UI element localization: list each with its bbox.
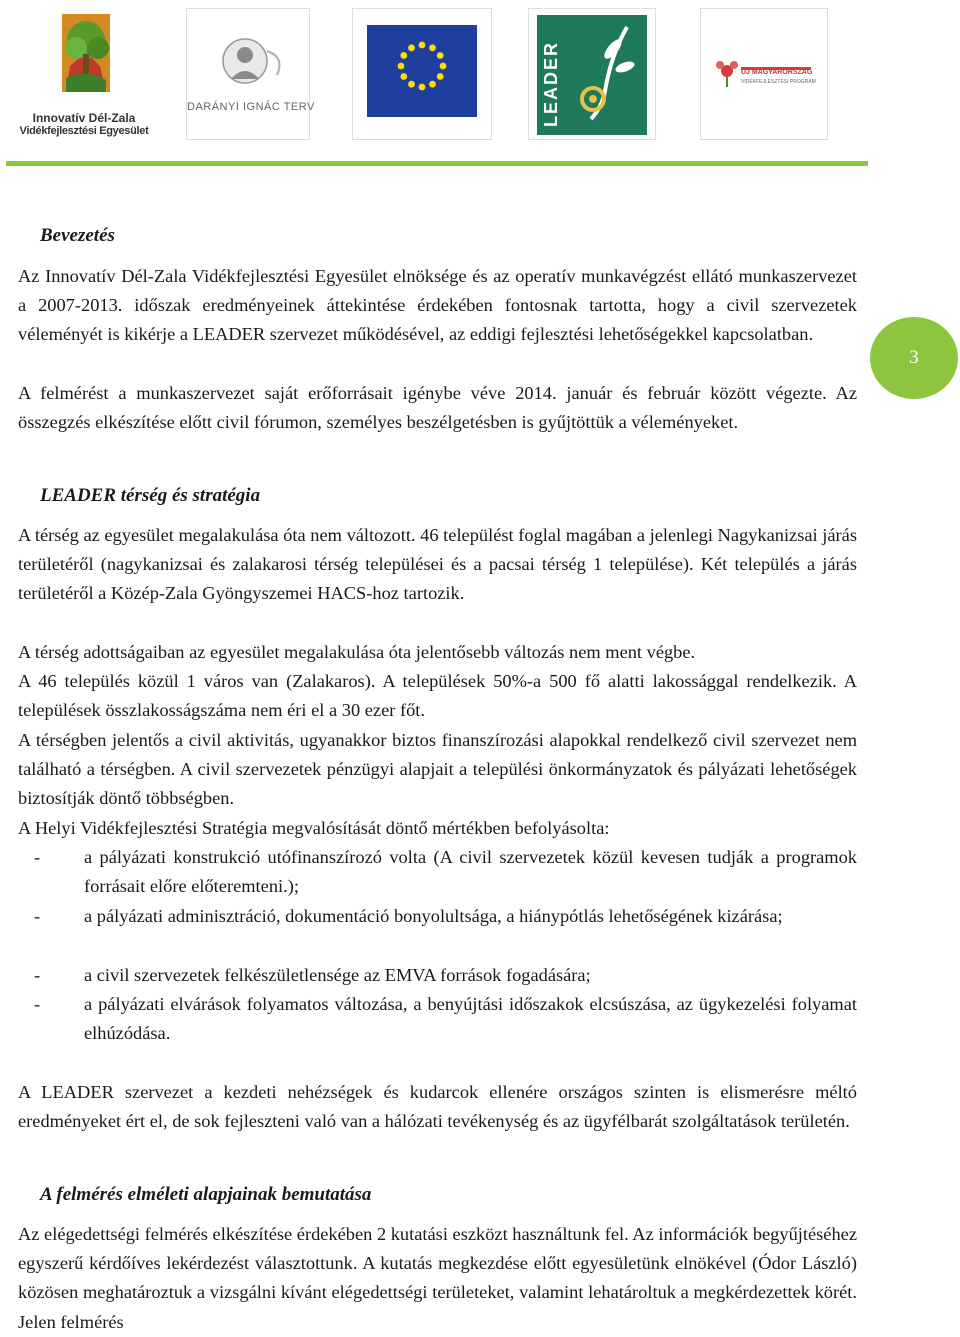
- list-dash: -: [34, 965, 41, 985]
- list-dash: -: [34, 994, 41, 1014]
- list-item-text: a pályázati adminisztráció, dokumentáció bonyolultsága, a hiánypótlás lehetőségének kizárása;: [84, 906, 783, 926]
- intro-paragraph-1: Az Innovatív Dél-Zala Vidékfejlesztési Egyesület elnöksége és az operatív munkavégzést ellátó munkaszervezet a 2007-2013. időszak eredményeinek áttekintése érdekében fontosnak tartotta, hogy a civil szervezetek véleményét is kikérje a LEADER szervezet működésével, az eddigi fejlesztési lehetőségekkel kapcsolatban.: [18, 266, 857, 345]
- leader-paragraph-1: A térség az egyesület megalakulása óta nem változott. 46 települést foglal magában a jelenlegi Nagykanizsai járás területéről (nagykanizsai és zalakarosi térség települései és a pacsai térség 1 települése). Két település a járás területéről a Közép-Zala Gyöngyszemei HACS-hoz tartozik.: [18, 525, 857, 604]
- header-divider: [6, 161, 868, 166]
- eu-flag-icon: [353, 9, 491, 139]
- list-dash: -: [34, 906, 41, 926]
- list-dash: -: [34, 847, 41, 867]
- header-logos: [0, 0, 870, 168]
- innovativ-logo-line2: Vidékfejlesztési Egyesület: [19, 125, 149, 137]
- innovativ-del-zala-logo: [18, 8, 150, 140]
- heading-introduction: Bevezetés: [40, 225, 115, 246]
- heading-theory: A felmérés elméleti alapjainak bemutatása: [40, 1184, 372, 1205]
- list-item: [18, 843, 857, 901]
- list-item: [18, 961, 857, 990]
- tree-emblem-icon: [18, 8, 150, 104]
- portrait-medallion-icon: [187, 9, 309, 101]
- uj-magyarorszag-line1: ÚJ MAGYARORSZÁG: [741, 69, 813, 76]
- list-item-text: a civil szervezetek felkészületlensége az EMVA források fogadására;: [84, 965, 591, 985]
- theory-paragraph-1: Az elégedettségi felmérés elkészítése érdekében 2 kutatási eszközt használtunk fel. Az információk begyűjtéséhez egyszerű kérdőíves lekérdezést választottunk. A kutatás megkezdése előtt egyesületünk elnökével (Ódor László) közösen meghatároztuk a vizsgálni kívánt elégedettségi területeket, valamint lehatároltuk a megkérdezettek körét. Jelen felmérés: [18, 1224, 857, 1332]
- eu-flag-logo: [352, 8, 492, 140]
- list-item: [18, 902, 857, 931]
- leader-paragraph-6: A LEADER szervezet a kezdeti nehézségek és kudarcok ellenére országos szinten is elismerésre méltó eredményeket ért el, de sok fejleszteni való van a hálózati tevékenység és az ügyfélbarát szolgáltatások területén.: [18, 1082, 857, 1132]
- list-item: [18, 990, 857, 1048]
- flower-emblem-icon: [701, 9, 827, 89]
- leader-paragraph-4: A térségben jelentős a civil aktivitás, ugyanakkor biztos finanszírozási alapokkal rendelkező civil szervezet nem található a térségben. A civil szervezetek pénzügyi alapjait a települési önkormányzatok és pályázati lehetőségek biztosítják döntő többségben.: [18, 730, 857, 809]
- heading-leader-region: LEADER térség és stratégia: [40, 485, 261, 506]
- leader-logo-text: LEADER: [541, 40, 561, 127]
- leader-paragraph-3: A 46 település közül 1 város van (Zalakaros). A települések 50%-a 500 fő alatti lakossággal rendelkezik. A települések összlakosságszáma nem éri el a 30 ezer főt.: [18, 671, 857, 721]
- intro-paragraph-2: A felmérést a munkaszervezet saját erőforrásait igénybe véve 2014. január és február között végezte. Az összegzés elkészítése előtt civil fórumon, személyes beszélgetésben is gyűjtöttük a véleményeket.: [18, 383, 857, 433]
- uj-magyarorszag-logo: [700, 8, 828, 140]
- leader-emblem-icon: [529, 9, 655, 139]
- list-item-text: a pályázati konstrukció utófinanszírozó volta (A civil szervezetek közül kevesen tudják a programok forrásait előre előteremteni.);: [84, 847, 857, 897]
- page-number-badge: 3: [870, 317, 958, 399]
- leader-paragraph-2: A térség adottságaiban az egyesület megalakulása óta jelentősebb változás nem ment végbe.: [18, 642, 696, 662]
- leader-paragraph-5: A Helyi Vidékfejlesztési Stratégia megvalósítását döntő mértékben befolyásolta:: [18, 818, 610, 838]
- uj-magyarorszag-line2: VIDÉKFEJLESZTÉSI PROGRAM: [741, 79, 816, 85]
- list-item-text: a pályázati elvárások folyamatos változása, a benyújtási időszakok elcsúszása, az ügykezelési folyamat elhúzódása.: [84, 994, 857, 1044]
- daranyi-ignac-terv-logo: [186, 8, 315, 140]
- leader-logo: [528, 8, 656, 140]
- daranyi-logo-text: DARÁNYI IGNÁC TERV: [187, 101, 315, 113]
- innovativ-logo-line1: Innovatív Dél-Zala: [32, 111, 136, 125]
